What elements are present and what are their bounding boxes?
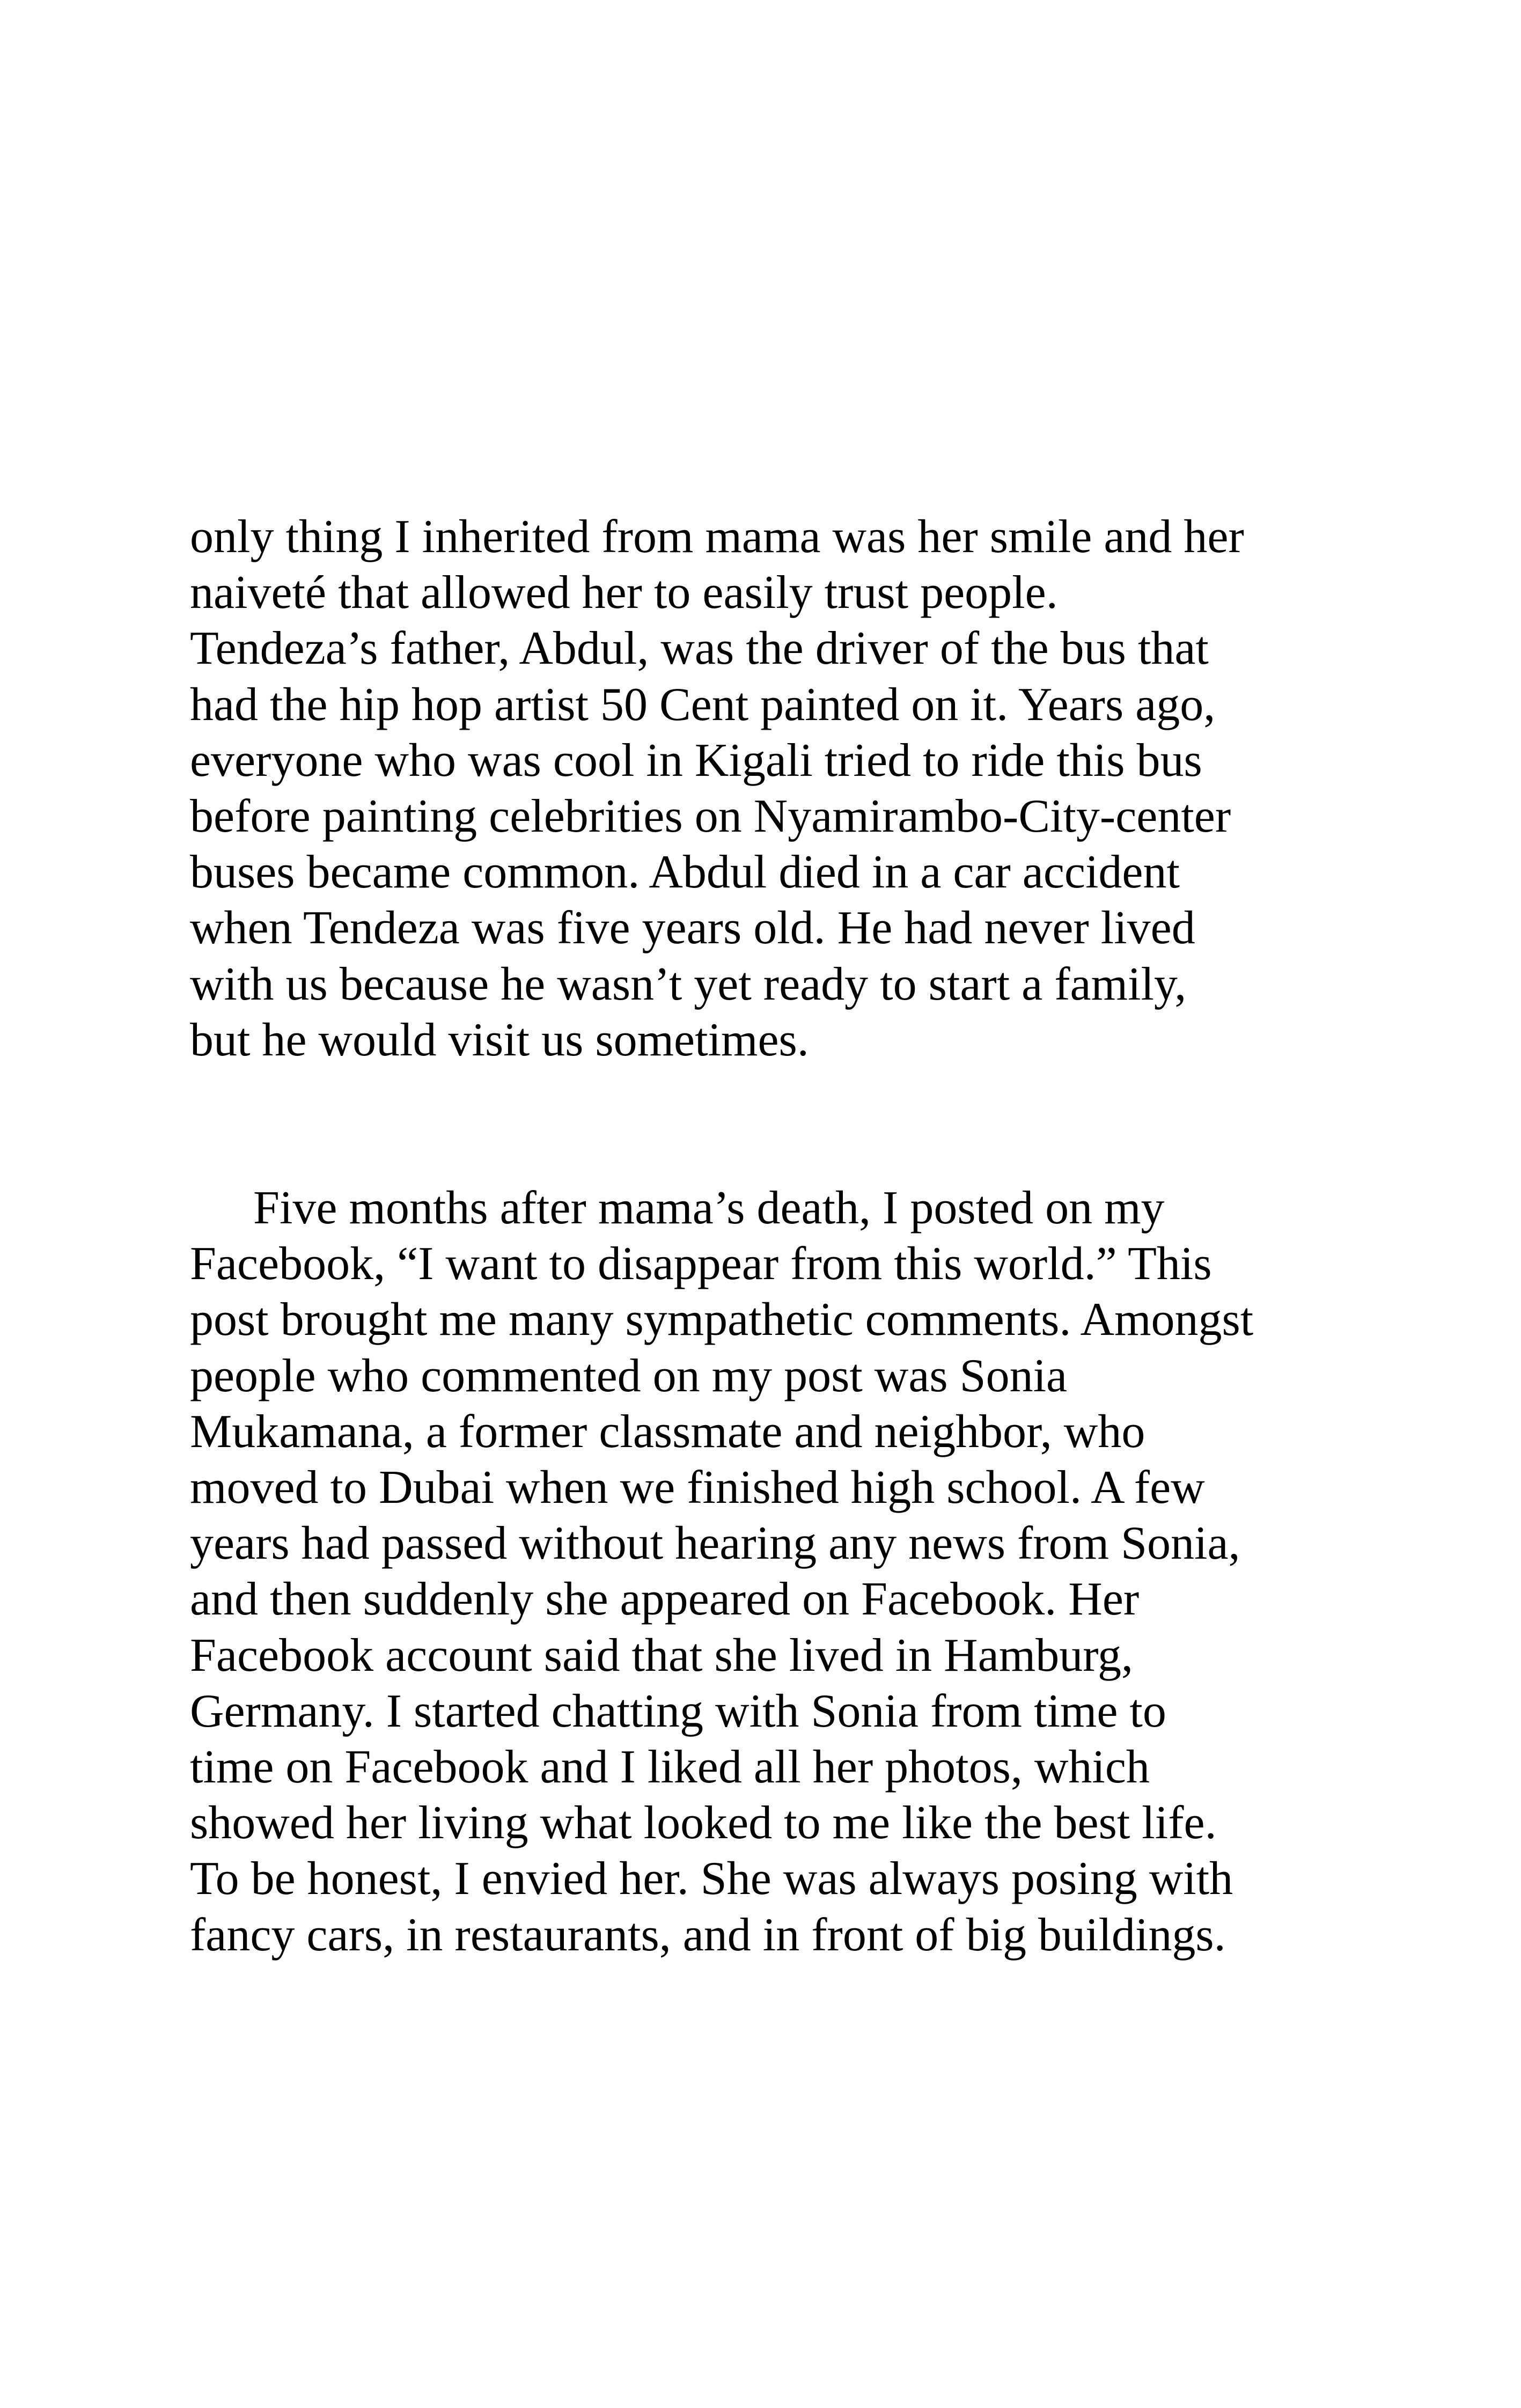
- text-line: Facebook account said that she lived in Hamburg,: [190, 1629, 1133, 1682]
- text-line: showed her living what looked to me like the best life.: [190, 1797, 1217, 1849]
- text-line: when Tendeza was five years old. He had never lived: [190, 902, 1195, 955]
- text-line: To be honest, I envied her. She was always posing with: [190, 1853, 1233, 1905]
- text-line: Facebook, “I want to disappear from this world.” This: [190, 1238, 1212, 1290]
- paragraph-continuation: [190, 509, 1244, 1068]
- text-line: everyone who was cool in Kigali tried to ride this bus: [190, 734, 1202, 787]
- text-line: and then suddenly she appeared on Facebook. Her: [190, 1573, 1140, 1626]
- text-line: post brought me many sympathetic comments. Amongst: [190, 1294, 1254, 1346]
- text-line-indented: Five months after mama’s death, I posted on my: [253, 1182, 1165, 1234]
- text-line: but he would visit us sometimes.: [190, 1014, 809, 1066]
- text-line: only thing I inherited from mama was her smile and her: [190, 511, 1244, 563]
- text-line: naiveté that allowed her to easily trust people.: [190, 567, 1058, 619]
- text-line: fancy cars, in restaurants, and in front of big buildings.: [190, 1908, 1226, 1961]
- text-line: Germany. I started chatting with Sonia from time to: [190, 1685, 1166, 1737]
- text-line: with us because he wasn’t yet ready to start a family,: [190, 958, 1187, 1010]
- text-line: Tendeza’s father, Abdul, was the driver of the bus that: [190, 622, 1209, 675]
- text-line: before painting celebrities on Nyamirambo-City-center: [190, 790, 1231, 843]
- text-line: buses became common. Abdul died in a car accident: [190, 846, 1180, 899]
- paragraph-indented: [190, 1180, 1253, 1963]
- text-line: had the hip hop artist 50 Cent painted on it. Years ago,: [190, 678, 1216, 731]
- text-line: people who commented on my post was Sonia: [190, 1349, 1068, 1402]
- text-line: time on Facebook and I liked all her photos, which: [190, 1741, 1150, 1794]
- text-line: Mukamana, a former classmate and neighbor, who: [190, 1405, 1145, 1458]
- text-line: moved to Dubai when we finished high school. A few: [190, 1462, 1205, 1514]
- text-line: years had passed without hearing any news from Sonia,: [190, 1517, 1240, 1570]
